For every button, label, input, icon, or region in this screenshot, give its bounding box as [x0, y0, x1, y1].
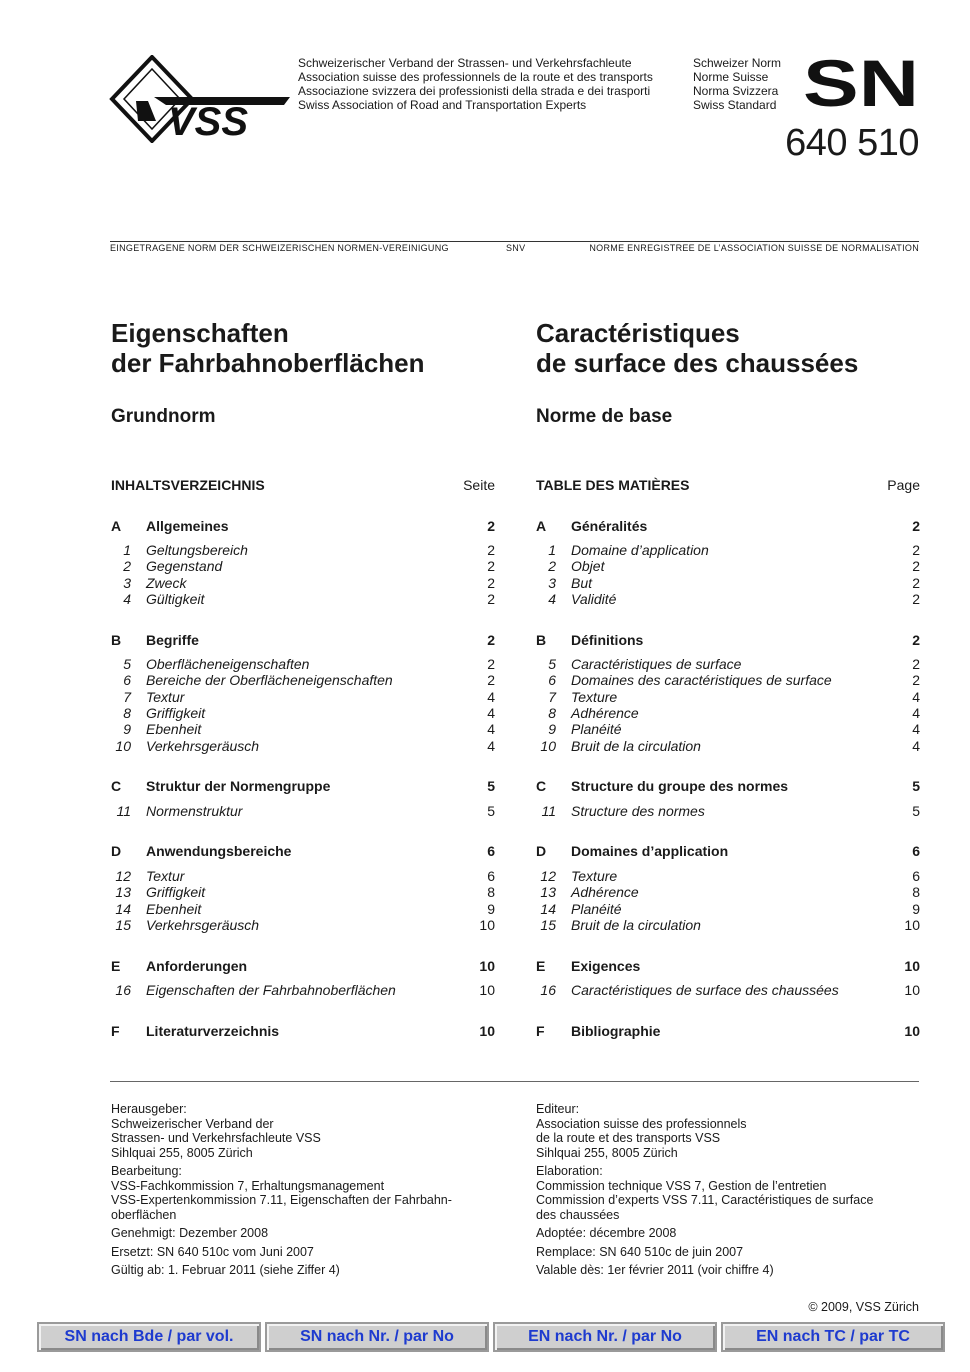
toc-section [111, 632, 495, 649]
toc-page: 4 [487, 738, 495, 754]
toc-entry [536, 705, 920, 722]
colophon-line: VSS-Fachkommission 7, Erhaltungsmanagement [111, 1178, 385, 1193]
toc-title: Texture [571, 868, 618, 884]
toc-title: Caractéristiques de surface [571, 656, 742, 672]
colophon-line: Commission technique VSS 7, Gestion de l’entretien [536, 1178, 827, 1193]
toc-entry [111, 575, 495, 592]
toc-entry [111, 689, 495, 706]
toc-page: 10 [904, 958, 920, 974]
toc-title: Bibliographie [571, 1023, 661, 1039]
toc-title: Gültigkeit [146, 591, 205, 607]
colophon-line: Remplace: SN 640 510c de juin 2007 [536, 1244, 744, 1259]
toc-title: Normenstruktur [146, 803, 243, 819]
colophon-de [111, 1102, 511, 1278]
toc-page: 2 [912, 575, 920, 591]
toc-title: Begriffe [146, 632, 199, 648]
toc-section [536, 1023, 920, 1040]
subtitle-fr: Norme de base [536, 406, 673, 427]
toc-page: 2 [487, 542, 495, 558]
toc-number: B [111, 632, 122, 648]
toc-page: 2 [487, 518, 495, 534]
toc-entry [111, 672, 495, 689]
title-de: Eigenschaften der Fahrbahnoberflächen [111, 318, 425, 378]
toc-page: 4 [487, 689, 495, 705]
toc-number: 16 [540, 982, 556, 998]
toc-section [111, 1023, 495, 1040]
toc-page: 10 [479, 982, 495, 998]
toc-entry [536, 542, 920, 559]
toc-page: 2 [487, 632, 495, 648]
toc-title: Définitions [571, 632, 644, 648]
colophon-line: Elaboration: [536, 1164, 603, 1178]
toc-number: 8 [123, 705, 131, 721]
toc-entry [111, 884, 495, 901]
logo-text: VSS [168, 100, 249, 143]
toc-number: 10 [115, 738, 131, 754]
nav-button-en-by-tc[interactable]: EN nach TC / par TC [721, 1322, 945, 1352]
toc-number: E [111, 958, 121, 974]
toc-title: Textur [146, 868, 185, 884]
toc-entry [111, 868, 495, 885]
toc-number: 2 [123, 558, 131, 574]
toc-page: 2 [487, 591, 495, 607]
toc-title: Bereiche der Oberflächeneigenschaften [146, 672, 393, 688]
toc-title: Literaturverzeichnis [146, 1023, 280, 1039]
colophon-line: Genehmigt: Dezember 2008 [111, 1226, 269, 1240]
toc-entry [536, 868, 920, 885]
toc-section [536, 632, 920, 649]
toc-page: 5 [912, 803, 920, 819]
toc-entry [536, 982, 920, 999]
toc-entry [111, 591, 495, 608]
toc-number: 6 [123, 672, 131, 688]
toc-number: 1 [123, 542, 131, 558]
toc-header-fr: TABLE DES MATIÈRES Page [536, 477, 920, 493]
toc-entry [536, 689, 920, 706]
toc-number: A [536, 518, 547, 534]
toc-page: 2 [912, 656, 920, 672]
toc-title: Caractéristiques de surface des chaussées [571, 982, 839, 998]
toc-title: Ebenheit [146, 901, 202, 917]
toc-page: 10 [479, 1023, 495, 1039]
toc-number: 9 [123, 721, 131, 737]
nav-button-sn-by-number[interactable]: SN nach Nr. / par No [265, 1322, 489, 1352]
colophon-line: Sihlquai 255, 8005 Zürich [536, 1145, 678, 1160]
toc-section [536, 778, 920, 795]
toc-entry [536, 721, 920, 738]
toc-title: Anforderungen [146, 958, 248, 974]
toc-number: 12 [115, 868, 131, 884]
toc-title: Adhérence [571, 705, 639, 721]
colophon-line: Valable dès: 1er février 2011 (voir chiffre 4) [536, 1263, 774, 1277]
toc-entry [111, 656, 495, 673]
toc-number: 11 [541, 803, 556, 819]
toc-title: Bruit de la circulation [571, 917, 701, 933]
subtitle-de: Grundnorm [111, 406, 216, 427]
toc-page: 6 [912, 868, 920, 884]
toc-page: 10 [904, 1023, 920, 1039]
toc-number: D [111, 843, 122, 859]
toc-entry [536, 672, 920, 689]
toc-number: D [536, 843, 547, 859]
toc-title: Zweck [146, 575, 187, 591]
toc-page: 4 [487, 705, 495, 721]
title-fr: Caractéristiques de surface des chaussées [536, 318, 859, 378]
standard-labels: Schweizer Norm Norme Suisse Norma Svizzera Swiss Standard [693, 56, 782, 112]
toc-title: Planéité [571, 901, 622, 917]
toc-page: 5 [487, 778, 495, 794]
toc-entry [111, 558, 495, 575]
colophon-line: Sihlquai 255, 8005 Zürich [111, 1145, 253, 1160]
colophon-line: Bearbeitung: [111, 1164, 182, 1178]
toc-page: 2 [912, 591, 920, 607]
toc-entry [111, 803, 495, 820]
toc-entry [536, 917, 920, 934]
toc-page: 2 [912, 518, 920, 534]
sn-mark [803, 58, 919, 108]
toc-page: 5 [487, 803, 495, 819]
toc-number: 5 [123, 656, 131, 672]
toc-title: Textur [146, 689, 185, 705]
colophon-line: Schweizerischer Verband der [111, 1116, 274, 1131]
toc-page: 6 [912, 843, 920, 859]
svg-text:SN: SN [803, 58, 919, 108]
toc-title: Planéité [571, 721, 622, 737]
toc-title: Verkehrsgeräusch [146, 738, 260, 754]
toc-entry [536, 591, 920, 608]
toc-page: 2 [912, 632, 920, 648]
toc-title: Eigenschaften der Fahrbahnoberflächen [146, 982, 396, 998]
toc-title: Ebenheit [146, 721, 202, 737]
toc-number: 2 [548, 558, 556, 574]
toc-number: A [111, 518, 122, 534]
toc-title: Bruit de la circulation [571, 738, 701, 754]
toc-title: Structure des normes [571, 803, 705, 819]
toc-number: 5 [548, 656, 556, 672]
toc-entry [536, 901, 920, 918]
toc-entry [536, 558, 920, 575]
toc-title: Oberflächeneigenschaften [146, 656, 310, 672]
toc-number: 3 [548, 575, 556, 591]
toc-page: 4 [912, 738, 920, 754]
toc-section [111, 958, 495, 975]
toc-number: 15 [115, 917, 131, 933]
toc-page: 5 [912, 778, 920, 794]
colophon-line: Gültig ab: 1. Februar 2011 (siehe Ziffer 4) [111, 1263, 340, 1277]
toc-title: Struktur der Normengruppe [146, 778, 331, 794]
toc-entry [111, 982, 495, 999]
toc-page: 6 [487, 868, 495, 884]
toc-number: 4 [548, 591, 556, 607]
toc-number: 8 [548, 705, 556, 721]
toc-number: B [536, 632, 547, 648]
toc-number: C [111, 778, 122, 794]
toc-section [111, 843, 495, 860]
toc-number: 4 [123, 591, 131, 607]
toc-entry [536, 656, 920, 673]
toc-page: 9 [912, 901, 920, 917]
vss-logo [108, 55, 294, 143]
toc-section [111, 518, 495, 535]
colophon-line: Herausgeber: [111, 1102, 187, 1116]
colophon-line: Adoptée: décembre 2008 [536, 1226, 677, 1240]
toc-header-de: INHALTSVERZEICHNIS Seite [111, 477, 495, 493]
toc-page: 4 [912, 705, 920, 721]
toc-page: 10 [479, 917, 495, 933]
toc-section [536, 958, 920, 975]
toc-title: Verkehrsgeräusch [146, 917, 260, 933]
toc-page: 10 [479, 958, 495, 974]
toc-number: 13 [115, 884, 131, 900]
nav-button-en-by-number[interactable]: EN nach Nr. / par No [493, 1322, 717, 1352]
toc-number: 11 [116, 803, 131, 819]
toc-page: 2 [912, 542, 920, 558]
toc-page: 2 [912, 672, 920, 688]
copyright: © 2009, VSS Zürich [808, 1300, 919, 1314]
toc-section [536, 518, 920, 535]
toc-entry [536, 575, 920, 592]
toc-number: F [536, 1023, 545, 1039]
toc-entry [111, 901, 495, 918]
toc-number: 3 [123, 575, 131, 591]
colophon-line: Ersetzt: SN 640 510c vom Juni 2007 [111, 1244, 314, 1259]
toc-number: 14 [115, 901, 131, 917]
colophon-line: Editeur: [536, 1102, 580, 1116]
toc-number: 9 [548, 721, 556, 737]
toc-number: C [536, 778, 547, 794]
divider [110, 1081, 919, 1082]
toc-title: Anwendungsbereiche [146, 843, 292, 859]
toc-number: 12 [540, 868, 556, 884]
toc-title: Structure du groupe des normes [571, 778, 789, 794]
toc-title: Généralités [571, 518, 648, 534]
toc-entry [111, 721, 495, 738]
colophon-line: Strassen- und Verkehrsfachleute VSS [111, 1131, 321, 1145]
toc-number: E [536, 958, 546, 974]
toc-title: Griffigkeit [146, 884, 206, 900]
toc-title: Allgemeines [146, 518, 229, 534]
toc-section [111, 778, 495, 795]
toc-entry [536, 738, 920, 755]
toc-section [536, 843, 920, 860]
toc-entry [111, 917, 495, 934]
toc-page: 6 [487, 843, 495, 859]
toc-number: F [111, 1023, 120, 1039]
toc-page: 2 [487, 558, 495, 574]
association-names: Schweizerischer Verband der Strassen- und Verkehrsfachleute Association suisse des professionnels de la route et des transports Associazione svizzera dei professionisti della strada e dei trasporti Swiss Association of Road and Transportation Experts [298, 56, 653, 112]
toc-page: 10 [904, 982, 920, 998]
toc-entry [111, 738, 495, 755]
nav-button-sn-by-volume[interactable]: SN nach Bde / par vol. [37, 1322, 261, 1352]
colophon-line: Association suisse des professionnels [536, 1116, 747, 1131]
toc-number: 16 [115, 982, 131, 998]
toc-title: Gegenstand [146, 558, 223, 574]
toc-title: Objet [571, 558, 605, 574]
toc-title: But [571, 575, 593, 591]
toc-title: Domaines des caractéristiques de surface [571, 672, 832, 688]
toc-number: 7 [123, 689, 131, 705]
toc-title: Exigences [571, 958, 641, 974]
toc-page: 4 [487, 721, 495, 737]
toc-page: 2 [912, 558, 920, 574]
document-number: 640 510 [785, 122, 919, 164]
toc-page: 8 [487, 884, 495, 900]
toc-entry [536, 884, 920, 901]
colophon-fr [536, 1102, 936, 1278]
colophon-line: oberflächen [111, 1207, 177, 1222]
registration-line: EINGETRAGENE NORM DER SCHWEIZERISCHEN NORMEN-VEREINIGUNG SNV NORME ENREGISTREE DE L’ASSOCIATION SUISSE DE NORMALISATION [110, 243, 919, 253]
toc-number: 6 [548, 672, 556, 688]
toc-page: 4 [912, 689, 920, 705]
toc-number: 13 [540, 884, 556, 900]
colophon-line: des chaussées [536, 1207, 620, 1222]
colophon-line: Commission d’experts VSS 7.11, Caractéristiques de surface [536, 1193, 874, 1207]
toc-title: Adhérence [571, 884, 639, 900]
toc-page: 2 [487, 672, 495, 688]
toc-number: 10 [540, 738, 556, 754]
toc-page: 2 [487, 656, 495, 672]
toc-number: 1 [548, 542, 556, 558]
toc-title: Validité [571, 591, 617, 607]
toc-page: 10 [904, 917, 920, 933]
toc-number: 14 [540, 901, 556, 917]
toc-number: 15 [540, 917, 556, 933]
toc-entry [536, 803, 920, 820]
toc-page: 9 [487, 901, 495, 917]
toc-title: Texture [571, 689, 618, 705]
colophon-line: de la route et des transports VSS [536, 1131, 721, 1145]
toc-title: Geltungsbereich [146, 542, 248, 558]
toc-title: Domaines d’application [571, 843, 729, 859]
toc-title: Domaine d’application [571, 542, 709, 558]
toc-number: 7 [548, 689, 556, 705]
toc-page: 8 [912, 884, 920, 900]
colophon-line: VSS-Expertenkommission 7.11, Eigenschaften der Fahrbahn- [111, 1193, 452, 1207]
toc-entry [111, 542, 495, 559]
toc-entry [111, 705, 495, 722]
toc-page: 4 [912, 721, 920, 737]
toc-title: Griffigkeit [146, 705, 206, 721]
toc-page: 2 [487, 575, 495, 591]
